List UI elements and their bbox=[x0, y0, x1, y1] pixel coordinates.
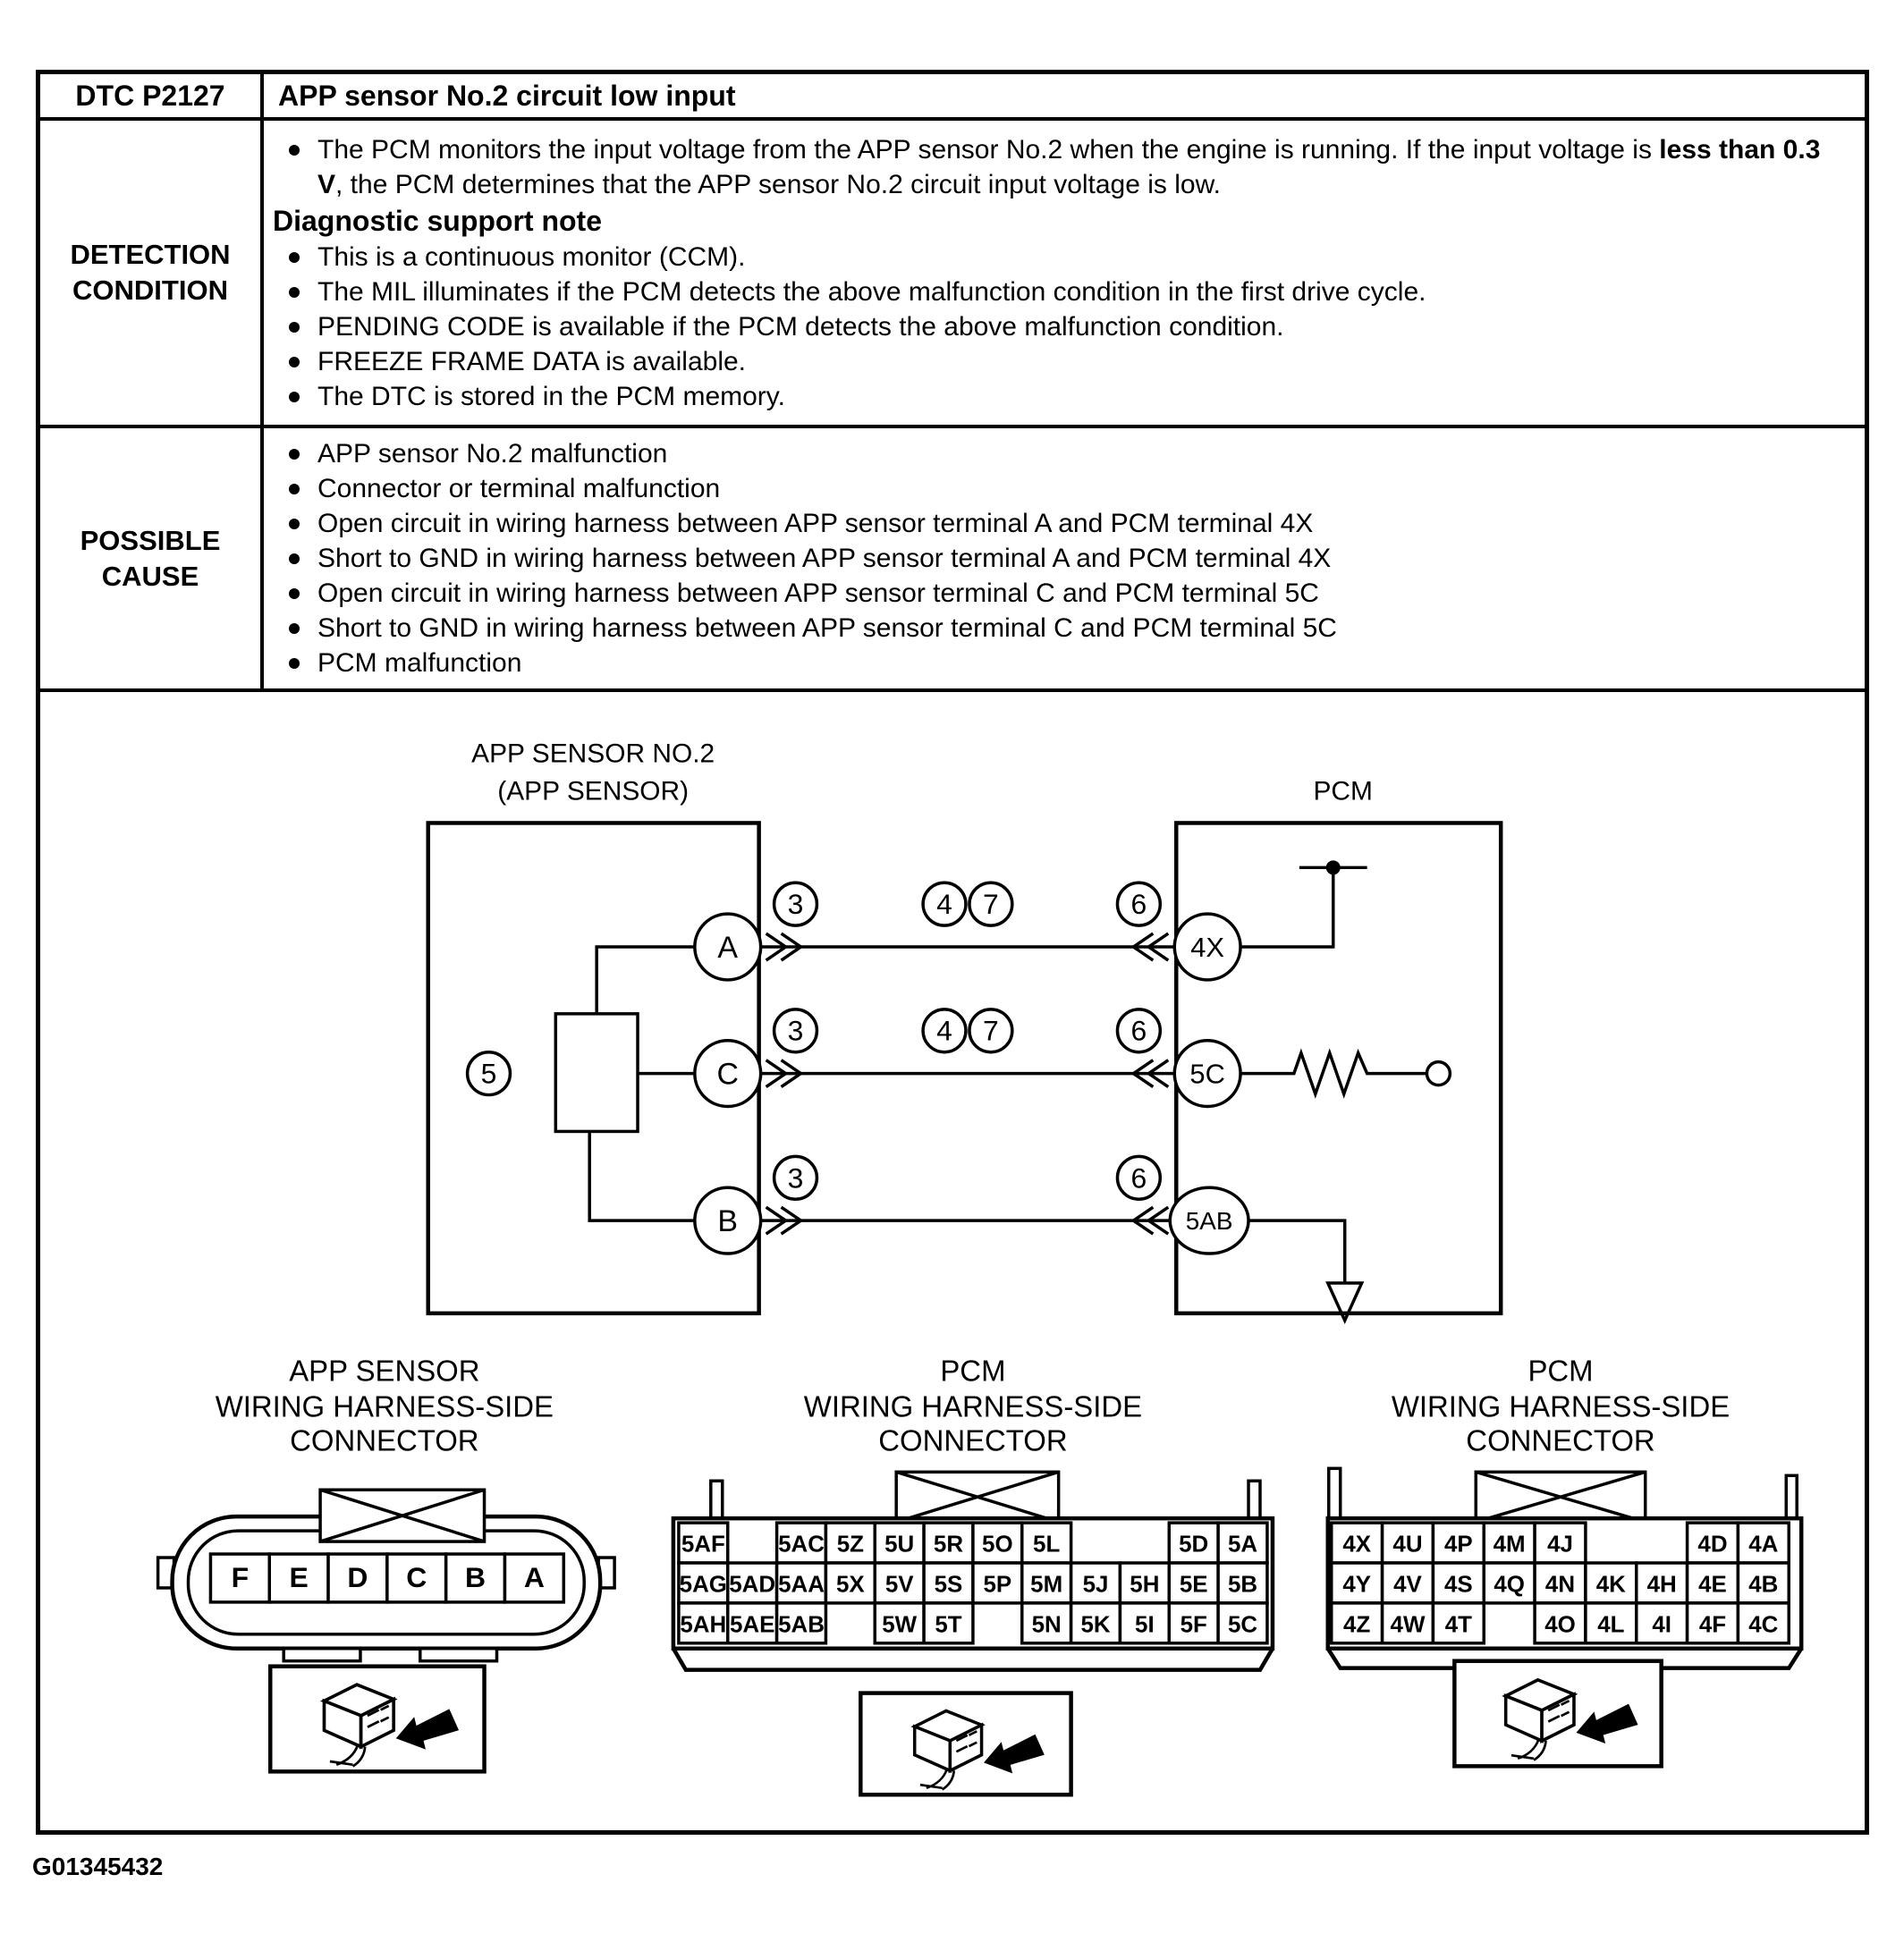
svg-text:5P: 5P bbox=[983, 1572, 1012, 1598]
svg-text:5H: 5H bbox=[1130, 1572, 1160, 1598]
svg-text:E: E bbox=[289, 1560, 309, 1593]
svg-text:5B: 5B bbox=[1227, 1572, 1258, 1598]
pin-5P bbox=[973, 1563, 1022, 1603]
pin-5R bbox=[924, 1523, 973, 1563]
connector-title-line: PCM bbox=[1527, 1354, 1594, 1388]
connector-bottom-tab bbox=[283, 1649, 360, 1661]
pin-A bbox=[504, 1554, 563, 1602]
detection-bullet: FREEZE FRAME DATA is available. bbox=[273, 344, 1843, 379]
pin-4T bbox=[1433, 1603, 1484, 1643]
svg-text:4P: 4P bbox=[1443, 1532, 1473, 1558]
svg-text:5R: 5R bbox=[933, 1532, 964, 1558]
pin-5M bbox=[1022, 1563, 1071, 1603]
connector-top-tab bbox=[1329, 1468, 1341, 1518]
svg-text:5X: 5X bbox=[835, 1572, 865, 1598]
pin-4Y bbox=[1332, 1563, 1383, 1603]
svg-text:4T: 4T bbox=[1444, 1612, 1472, 1638]
pin-4C bbox=[1738, 1603, 1789, 1643]
dtc-title: APP sensor No.2 circuit low input bbox=[278, 79, 736, 112]
connector-top-tab bbox=[711, 1481, 723, 1518]
connector-title-line: CONNECTOR bbox=[878, 1423, 1068, 1457]
svg-text:4V: 4V bbox=[1393, 1572, 1422, 1598]
connector-bottom-lip bbox=[673, 1649, 1273, 1670]
callout-4-row-c: 4 bbox=[936, 1014, 952, 1047]
svg-text:C: C bbox=[406, 1560, 427, 1593]
callout-6-row-c: 6 bbox=[1130, 1014, 1147, 1047]
pin-4L bbox=[1586, 1603, 1637, 1643]
svg-text:5I: 5I bbox=[1135, 1612, 1155, 1638]
pin-5E bbox=[1169, 1563, 1218, 1603]
pin-5AA bbox=[777, 1563, 826, 1603]
pin-4E bbox=[1688, 1563, 1739, 1603]
pin-4K bbox=[1586, 1563, 1637, 1603]
callout-7-row-c: 7 bbox=[982, 1014, 999, 1047]
pin-5W bbox=[875, 1603, 924, 1643]
app-sensor-connector bbox=[158, 1355, 614, 1661]
pin-4I bbox=[1637, 1603, 1688, 1643]
svg-text:4I: 4I bbox=[1652, 1612, 1671, 1638]
pin-5L bbox=[1022, 1523, 1071, 1563]
callout-3-row-a: 3 bbox=[787, 888, 804, 921]
dtc-header-row bbox=[40, 74, 1865, 117]
svg-text:4Z: 4Z bbox=[1343, 1612, 1371, 1638]
svg-text:4A: 4A bbox=[1748, 1532, 1779, 1558]
detection-bullet: This is a continuous monitor (CCM). bbox=[273, 240, 1843, 274]
pin-4S bbox=[1433, 1563, 1484, 1603]
pin-5AD bbox=[728, 1563, 777, 1603]
connector-view-box-left bbox=[270, 1667, 484, 1772]
pin-4N bbox=[1535, 1563, 1586, 1603]
power-junction-dot bbox=[1326, 860, 1341, 874]
terminal-a: A bbox=[717, 931, 739, 966]
pin-5B bbox=[1218, 1563, 1267, 1603]
connector-title-line: WIRING HARNESS-SIDE bbox=[215, 1389, 554, 1423]
svg-text:5AH: 5AH bbox=[680, 1612, 727, 1638]
pcm-connector-5 bbox=[673, 1355, 1273, 1670]
pin-4F bbox=[1688, 1603, 1739, 1643]
signal-row-c bbox=[695, 1009, 1240, 1107]
pin-4X bbox=[1332, 1523, 1383, 1563]
svg-text:4L: 4L bbox=[1597, 1612, 1625, 1638]
internal-terminal-circle bbox=[1426, 1062, 1450, 1085]
pin-5F bbox=[1169, 1603, 1218, 1643]
pcm-4-pin-grid bbox=[1332, 1523, 1789, 1643]
pin-F bbox=[210, 1554, 269, 1602]
app-sensor-pin-grid bbox=[210, 1554, 563, 1602]
svg-text:5AF: 5AF bbox=[681, 1532, 725, 1558]
detection-bullet: The MIL illuminates if the PCM detects the above malfunction condition in the first drive cycle. bbox=[273, 274, 1843, 309]
svg-text:4K: 4K bbox=[1595, 1572, 1626, 1598]
pin-5AB bbox=[777, 1603, 826, 1643]
wiring-diagram-row bbox=[40, 688, 1865, 1839]
pin-4Q bbox=[1484, 1563, 1535, 1603]
detection-condition-label: DETECTION CONDITION bbox=[40, 121, 264, 425]
svg-text:4Q: 4Q bbox=[1494, 1572, 1525, 1598]
svg-text:5V: 5V bbox=[884, 1572, 914, 1598]
pin-4V bbox=[1383, 1563, 1434, 1603]
svg-text:A: A bbox=[523, 1560, 545, 1593]
pin-4Z bbox=[1332, 1603, 1383, 1643]
terminal-5ab: 5AB bbox=[1185, 1207, 1233, 1236]
callout-7-row-a: 7 bbox=[982, 888, 999, 921]
pin-5N bbox=[1022, 1603, 1071, 1643]
pcm-label: PCM bbox=[1313, 776, 1373, 806]
detection-condition-row bbox=[40, 117, 1865, 425]
detection-bullet: PENDING CODE is available if the PCM detects the above malfunction condition. bbox=[273, 309, 1843, 344]
pin-5Z bbox=[825, 1523, 875, 1563]
possible-cause-label: POSSIBLE CAUSE bbox=[40, 428, 264, 688]
pin-5U bbox=[875, 1523, 924, 1563]
connector-title-line: WIRING HARNESS-SIDE bbox=[803, 1389, 1143, 1423]
pin-C bbox=[387, 1554, 446, 1602]
pin-5K bbox=[1071, 1603, 1121, 1643]
connector-title-line: CONNECTOR bbox=[290, 1423, 479, 1457]
wiring-diagram bbox=[40, 692, 1865, 1839]
pin-4A bbox=[1738, 1523, 1789, 1563]
svg-text:4U: 4U bbox=[1392, 1532, 1423, 1558]
pin-4B bbox=[1738, 1563, 1789, 1603]
pin-4O bbox=[1535, 1603, 1586, 1643]
figure-code: G01345432 bbox=[32, 1853, 164, 1880]
svg-text:5U: 5U bbox=[884, 1532, 915, 1558]
svg-text:5AC: 5AC bbox=[778, 1532, 825, 1558]
callout-4-row-a: 4 bbox=[936, 888, 952, 921]
terminal-4x: 4X bbox=[1190, 932, 1225, 964]
callout-3-row-c: 3 bbox=[787, 1014, 804, 1047]
pin-5AF bbox=[679, 1523, 728, 1563]
detection-condition-content bbox=[264, 121, 1865, 425]
pin-D bbox=[328, 1554, 387, 1602]
svg-text:4J: 4J bbox=[1547, 1532, 1573, 1558]
callout-6-row-b: 6 bbox=[1130, 1161, 1147, 1195]
app-sensor-label-line1: APP SENSOR NO.2 bbox=[471, 739, 715, 769]
pin-5V bbox=[875, 1563, 924, 1603]
pin-5J bbox=[1071, 1563, 1121, 1603]
callout-3-row-b: 3 bbox=[787, 1161, 804, 1195]
pin-4W bbox=[1383, 1603, 1434, 1643]
svg-text:5AB: 5AB bbox=[778, 1612, 825, 1638]
svg-text:D: D bbox=[347, 1560, 368, 1593]
connector-view-box-right bbox=[1454, 1661, 1661, 1767]
possible-cause-row bbox=[40, 425, 1865, 688]
possible-cause-bullet: APP sensor No.2 malfunction bbox=[273, 436, 1843, 471]
pin-4D bbox=[1688, 1523, 1739, 1563]
svg-text:5F: 5F bbox=[1180, 1612, 1207, 1638]
svg-text:4X: 4X bbox=[1342, 1532, 1372, 1558]
svg-text:4M: 4M bbox=[1493, 1532, 1526, 1558]
signal-row-a bbox=[695, 882, 1240, 980]
svg-text:5AA: 5AA bbox=[778, 1572, 825, 1598]
possible-cause-bullet: Connector or terminal malfunction bbox=[273, 471, 1843, 506]
callout-6-row-a: 6 bbox=[1130, 888, 1147, 921]
terminal-b: B bbox=[717, 1204, 739, 1239]
terminal-5c: 5C bbox=[1189, 1058, 1225, 1090]
pin-4P bbox=[1433, 1523, 1484, 1563]
pin-B bbox=[446, 1554, 505, 1602]
svg-text:4C: 4C bbox=[1748, 1612, 1779, 1638]
svg-text:5O: 5O bbox=[982, 1532, 1013, 1558]
terminal-c: C bbox=[716, 1057, 739, 1092]
connector-title-line: APP SENSOR bbox=[289, 1354, 480, 1388]
svg-text:B: B bbox=[465, 1560, 487, 1593]
pin-5A bbox=[1218, 1523, 1267, 1563]
svg-text:5AG: 5AG bbox=[679, 1572, 727, 1598]
svg-text:5K: 5K bbox=[1080, 1612, 1111, 1638]
svg-text:5W: 5W bbox=[882, 1612, 918, 1638]
detection-bullet-main: The PCM monitors the input voltage from the APP sensor No.2 when the engine is running. If the input voltage is less than 0.3 V, the PCM determines that the APP sensor No.2 circuit input voltage is low. bbox=[273, 132, 1843, 202]
connector-view-box-middle bbox=[860, 1693, 1070, 1795]
svg-text:5S: 5S bbox=[934, 1572, 963, 1598]
svg-text:5C: 5C bbox=[1227, 1612, 1258, 1638]
pin-5AC bbox=[777, 1523, 826, 1563]
svg-text:5J: 5J bbox=[1082, 1572, 1109, 1598]
connector-title-line: WIRING HARNESS-SIDE bbox=[1391, 1389, 1731, 1423]
potentiometer-symbol bbox=[555, 1014, 638, 1132]
possible-cause-bullet: PCM malfunction bbox=[273, 646, 1843, 680]
connector-bottom-tab bbox=[420, 1649, 497, 1661]
pin-5I bbox=[1120, 1603, 1169, 1643]
possible-cause-bullet: Open circuit in wiring harness between APP sensor terminal A and PCM terminal 4X bbox=[273, 506, 1843, 541]
pin-4J bbox=[1535, 1523, 1586, 1563]
pin-5AH bbox=[679, 1603, 728, 1643]
possible-cause-bullet: Short to GND in wiring harness between APP sensor terminal C and PCM terminal 5C bbox=[273, 611, 1843, 646]
possible-cause-bullet: Short to GND in wiring harness between APP sensor terminal A and PCM terminal 4X bbox=[273, 541, 1843, 576]
pin-5C bbox=[1218, 1603, 1267, 1643]
svg-text:5M: 5M bbox=[1030, 1572, 1063, 1598]
svg-text:5N: 5N bbox=[1031, 1612, 1062, 1638]
possible-cause-content bbox=[264, 428, 1865, 688]
pcm-connector-4 bbox=[1328, 1355, 1801, 1668]
pin-5S bbox=[924, 1563, 973, 1603]
signal-row-b bbox=[695, 1156, 1248, 1254]
pin-5H bbox=[1120, 1563, 1169, 1603]
diagnostic-support-note-heading: Diagnostic support note bbox=[273, 204, 602, 237]
svg-text:5T: 5T bbox=[935, 1612, 962, 1638]
app-sensor-label-line2: (APP SENSOR) bbox=[497, 776, 690, 806]
svg-text:4H: 4H bbox=[1646, 1572, 1677, 1598]
connector-top-tab bbox=[1786, 1475, 1797, 1518]
svg-text:F: F bbox=[231, 1560, 250, 1593]
pin-5AG bbox=[679, 1563, 728, 1603]
svg-text:4O: 4O bbox=[1544, 1612, 1576, 1638]
svg-text:4W: 4W bbox=[1390, 1612, 1426, 1638]
svg-text:4B: 4B bbox=[1748, 1572, 1779, 1598]
svg-text:4F: 4F bbox=[1698, 1612, 1727, 1638]
connector-title-line: PCM bbox=[940, 1354, 1006, 1388]
svg-text:5E: 5E bbox=[1179, 1572, 1208, 1598]
dtc-code: DTC P2127 bbox=[40, 74, 264, 117]
svg-text:5D: 5D bbox=[1179, 1532, 1209, 1558]
pin-5AE bbox=[728, 1603, 777, 1643]
connector-top-tab bbox=[1248, 1481, 1260, 1518]
svg-text:5A: 5A bbox=[1227, 1532, 1258, 1558]
pin-5X bbox=[825, 1563, 875, 1603]
detection-bullet: The DTC is stored in the PCM memory. bbox=[273, 379, 1843, 414]
pin-5O bbox=[973, 1523, 1022, 1563]
possible-cause-bullet: Open circuit in wiring harness between APP sensor terminal C and PCM terminal 5C bbox=[273, 576, 1843, 611]
svg-text:4S: 4S bbox=[1443, 1572, 1473, 1598]
svg-text:4Y: 4Y bbox=[1342, 1572, 1372, 1598]
svg-text:5AD: 5AD bbox=[729, 1572, 776, 1598]
pin-5D bbox=[1169, 1523, 1218, 1563]
svg-text:4N: 4N bbox=[1544, 1572, 1576, 1598]
connector-title-line: CONNECTOR bbox=[1466, 1423, 1655, 1457]
pin-5T bbox=[924, 1603, 973, 1643]
svg-text:4E: 4E bbox=[1698, 1572, 1727, 1598]
pin-E bbox=[269, 1554, 328, 1602]
pin-4M bbox=[1484, 1523, 1535, 1563]
svg-text:5L: 5L bbox=[1033, 1532, 1061, 1558]
callout-5: 5 bbox=[480, 1057, 497, 1090]
svg-text:5Z: 5Z bbox=[836, 1532, 864, 1558]
dtc-table bbox=[36, 70, 1869, 1835]
svg-text:4D: 4D bbox=[1697, 1532, 1728, 1558]
pin-4U bbox=[1383, 1523, 1434, 1563]
svg-text:5AE: 5AE bbox=[729, 1612, 775, 1638]
pin-4H bbox=[1637, 1563, 1688, 1603]
